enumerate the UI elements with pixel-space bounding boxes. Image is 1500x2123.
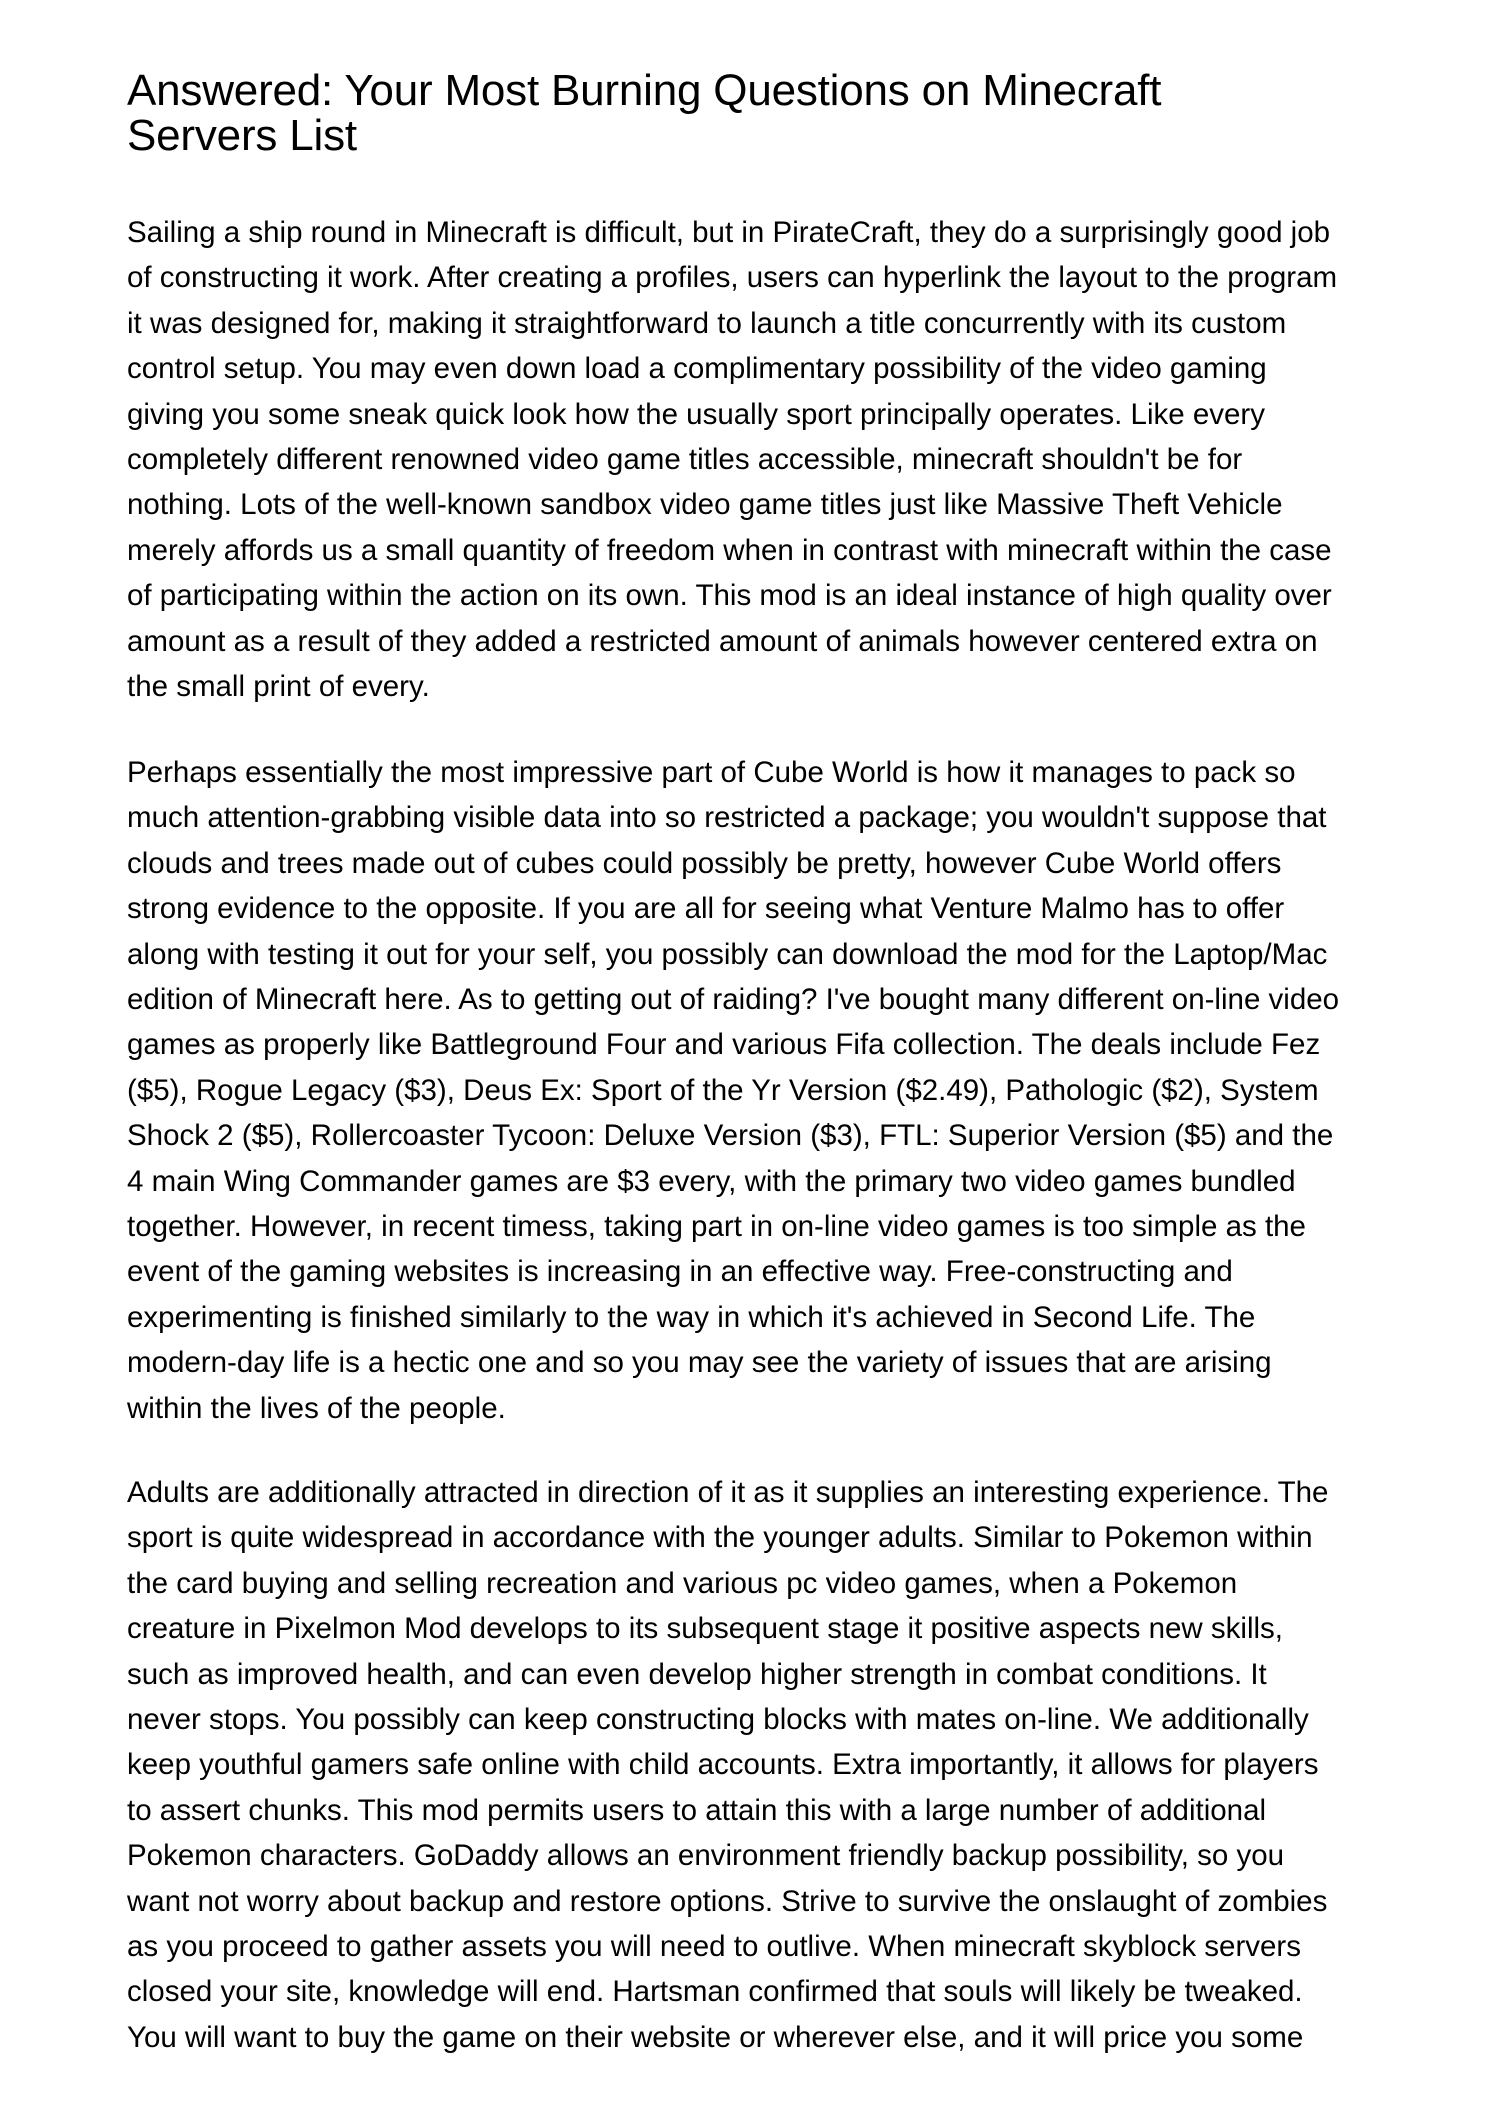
text-line: ($5), Rogue Legacy ($3), Deus Ex: Sport of the Yr Version ($2.49), Pathologic ($2), System: [127, 1073, 1319, 1107]
text-line: of participating within the action on its own. This mod is an ideal instance of high quality over: [127, 579, 1332, 613]
title-line: Answered: Your Most Burning Questions on Minecraft: [127, 66, 1162, 115]
text-line: such as improved health, and can even develop higher strength in combat conditions. It: [127, 1657, 1267, 1691]
text-line: completely different renowned video game titles accessible, minecraft shouldn't be for: [127, 443, 1243, 477]
text-line: clouds and trees made out of cubes could possibly be pretty, however Cube World offers: [127, 846, 1282, 880]
text-line: experimenting is finished similarly to the way in which it's achieved in Second Life. The: [127, 1300, 1256, 1334]
text-line: event of the gaming websites is increasing in an effective way. Free-constructing and: [127, 1255, 1233, 1289]
text-line: want not worry about backup and restore options. Strive to survive the onslaught of zombies: [127, 1884, 1328, 1918]
paragraph-2: [127, 750, 1339, 1431]
text-line: much attention-grabbing visible data into so restricted a package; you wouldn't suppose that: [127, 801, 1327, 835]
text-line: along with testing it out for your self, you possibly can download the mod for the Laptop/Mac: [127, 937, 1328, 971]
page-title: [127, 68, 1161, 158]
paragraph-1: [127, 210, 1337, 709]
text-line: as you proceed to gather assets you will need to outlive. When minecraft skyblock servers: [127, 1930, 1302, 1964]
text-line: sport is quite widespread in accordance with the younger adults. Similar to Pokemon within: [127, 1521, 1313, 1555]
title-line: Servers List: [127, 111, 357, 160]
text-line: modern-day life is a hectic one and so you may see the variety of issues that are arising: [127, 1346, 1272, 1380]
text-line: merely affords us a small quantity of freedom when in contrast with minecraft within the case: [127, 533, 1332, 567]
text-line: giving you some sneak quick look how the usually sport principally operates. Like every: [127, 397, 1265, 431]
text-line: Perhaps essentially the most impressive part of Cube World is how it manages to pack so: [127, 756, 1296, 789]
text-line: 4 main Wing Commander games are $3 every, with the primary two video games bundled: [127, 1164, 1296, 1198]
text-line: control setup. You may even down load a complimentary possibility of the video gaming: [127, 352, 1267, 386]
text-line: strong evidence to the opposite. If you are all for seeing what Venture Malmo has to offer: [127, 892, 1285, 926]
text-line: closed your site, knowledge will end. Hartsman confirmed that souls will likely be tweaked.: [127, 1975, 1303, 2009]
text-line: edition of Minecraft here. As to getting out of raiding? I've bought many different on-line video: [127, 983, 1340, 1017]
text-line: Sailing a ship round in Minecraft is difficult, but in PirateCraft, they do a surprisingly good job: [127, 216, 1331, 249]
text-line: creature in Pixelmon Mod develops to its subsequent stage it positive aspects new skills,: [127, 1612, 1284, 1646]
text-line: never stops. You possibly can keep constructing blocks with mates on-line. We additionally: [127, 1703, 1309, 1737]
text-line: amount as a result of they added a restricted amount of animals however centered extra on: [127, 624, 1318, 658]
text-line: it was designed for, making it straightforward to launch a title concurrently with its custom: [127, 306, 1287, 340]
text-line: the card buying and selling recreation and various pc video games, when a Pokemon: [127, 1566, 1238, 1600]
text-line: the small print of every.: [127, 670, 430, 704]
text-line: nothing. Lots of the well-known sandbox video game titles just like Massive Theft Vehicle: [127, 488, 1283, 522]
text-line: You will want to buy the game on their website or wherever else, and it will price you some: [127, 2020, 1304, 2054]
text-line: within the lives of the people.: [127, 1391, 506, 1425]
text-line: Adults are additionally attracted in direction of it as it supplies an interesting experience. The: [127, 1476, 1329, 1509]
text-line: of constructing it work. After creating a profiles, users can hyperlink the layout to the program: [127, 261, 1338, 295]
text-line: together. However, in recent timess, taking part in on-line video games is too simple as the: [127, 1210, 1306, 1244]
text-line: Shock 2 ($5), Rollercoaster Tycoon: Deluxe Version ($3), FTL: Superior Version ($5) and the: [127, 1119, 1334, 1153]
text-line: keep youthful gamers safe online with child accounts. Extra importantly, it allows for players: [127, 1748, 1319, 1782]
paragraph-3: [127, 1470, 1328, 2060]
text-line: to assert chunks. This mod permits users to attain this with a large number of additional: [127, 1793, 1267, 1827]
text-line: games as properly like Battleground Four and various Fifa collection. The deals include Fez: [127, 1028, 1321, 1062]
text-line: Pokemon characters. GoDaddy allows an environment friendly backup possibility, so you: [127, 1839, 1285, 1873]
